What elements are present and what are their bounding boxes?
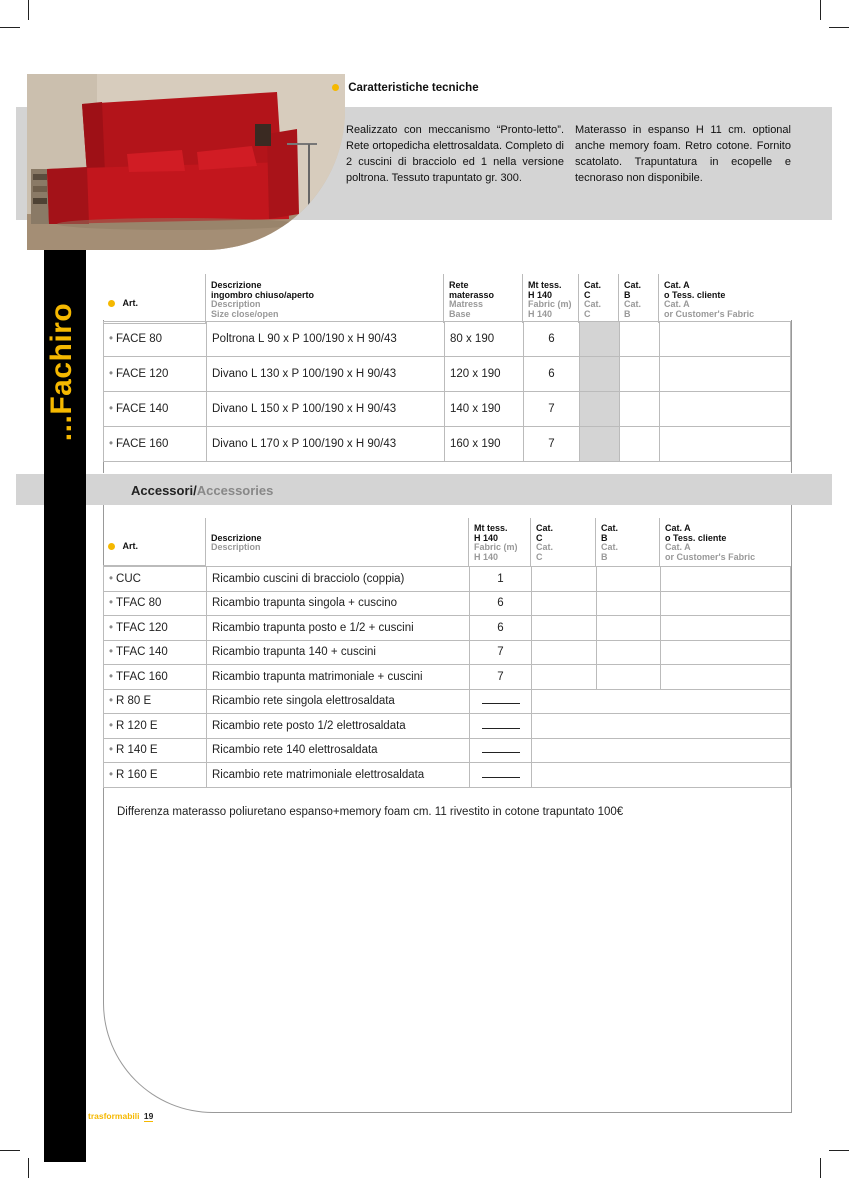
acc-header-art: [103, 518, 206, 566]
crop-mark: [28, 0, 29, 20]
header-desc: [206, 274, 444, 323]
acc-header-catc-en1: Cat.: [536, 542, 554, 553]
header-rete-it2: materasso: [449, 289, 495, 300]
art-code: FACE 120: [116, 368, 169, 380]
cell-cata: [660, 392, 791, 427]
series-title: ...Fachiro: [45, 302, 78, 442]
cell-catc: [580, 427, 620, 462]
cell-catc: [580, 357, 620, 392]
header-mt-en1: Fabric (m): [528, 299, 572, 309]
cell-catc: [532, 591, 597, 616]
bullet-icon: •: [109, 646, 114, 659]
bullet-icon: •: [109, 768, 114, 781]
bullet-icon: •: [109, 597, 114, 610]
cell-mt: 7: [524, 392, 580, 427]
cell-desc: Ricambio trapunta matrimoniale + cuscini: [207, 665, 470, 690]
sofa-illustration: [27, 74, 345, 250]
accessories-table: [103, 566, 791, 788]
bullet-icon: •: [109, 438, 114, 450]
acc-header-desc: [206, 518, 469, 566]
main-table: [103, 321, 791, 462]
cell-mt-blank: [470, 714, 532, 739]
table-row: [104, 616, 791, 641]
cell-art: [104, 763, 207, 788]
table-row: [104, 640, 791, 665]
header-mt: [523, 274, 579, 323]
cell-catb: [620, 357, 660, 392]
cell-art: [104, 738, 207, 763]
accessories-table-header: [103, 518, 791, 566]
header-catc-en2: C: [584, 308, 591, 319]
cell-mt: 6: [524, 357, 580, 392]
cell-catc: [532, 640, 597, 665]
acc-header-catc-en2: C: [536, 551, 543, 562]
cell-cata: [661, 616, 791, 641]
header-cata-en1: Cat. A: [664, 299, 690, 309]
tech-col-1: Realizzato con meccanismo “Pronto-letto”. Rete ortopedicha elettrosaldata. Completo di 2 cuscini di bracciolo ed 1 nella versione poltrona. Tessuto trapuntato gr. 300.: [346, 124, 564, 184]
acc-header-catb-en1: Cat.: [601, 542, 619, 553]
crop-mark: [829, 1150, 849, 1151]
header-cata: [659, 274, 792, 323]
art-code: TFAC 80: [116, 597, 162, 610]
table-row: [104, 322, 791, 357]
cell-art: [104, 427, 207, 462]
cell-desc: Ricambio trapunta 140 + cuscini: [207, 640, 470, 665]
art-code: R 140 E: [116, 744, 158, 757]
cell-mt: 7: [470, 665, 532, 690]
bullet-icon: •: [109, 333, 114, 345]
product-photo: [27, 74, 345, 250]
cell-cata: [661, 567, 791, 592]
bullet-icon: [332, 84, 339, 91]
header-desc-en1: Description: [211, 299, 261, 309]
cell-mt-blank: [470, 738, 532, 763]
acc-header-cata-it1: Cat. A: [665, 523, 691, 534]
header-rete-en1: Matress: [449, 299, 484, 309]
table-row: [104, 714, 791, 739]
tech-title: [332, 82, 479, 94]
acc-header-cata-it2: o Tess. cliente: [665, 532, 727, 543]
acc-header-cata: [660, 518, 792, 566]
cell-rete: 160 x 190: [445, 427, 524, 462]
tech-title-text: Caratteristiche tecniche: [348, 82, 479, 94]
blank-line: [482, 744, 520, 753]
cell-art: [104, 322, 207, 357]
cell-desc: Divano L 130 x P 100/190 x H 90/43: [207, 357, 445, 392]
cell-mt: 6: [524, 322, 580, 357]
header-mt-it1: Mt tess.: [528, 280, 562, 290]
header-cata-it2: o Tess. cliente: [664, 289, 726, 300]
header-catb-en2: B: [624, 308, 631, 319]
table-row: [104, 689, 791, 714]
cell-merged: [532, 714, 791, 739]
cell-cata: [660, 427, 791, 462]
blank-line: [482, 695, 520, 704]
header-mt-en2: H 140: [528, 308, 553, 319]
cell-catb: [620, 427, 660, 462]
art-code: FACE 160: [116, 438, 169, 450]
cell-mt: 6: [470, 616, 532, 641]
acc-header-desc-it: Descrizione: [211, 532, 262, 543]
acc-header-mt-en2: H 140: [474, 551, 499, 562]
price-note: Differenza materasso poliuretano espanso+memory foam cm. 11 rivestito in cotone trapuntato 100€: [117, 806, 624, 818]
acc-header-catb-en2: B: [601, 551, 608, 562]
art-code: R 120 E: [116, 719, 158, 732]
art-code: TFAC 140: [116, 646, 168, 659]
cell-catb: [620, 322, 660, 357]
header-mt-it2: H 140: [528, 289, 553, 300]
art-code: R 80 E: [116, 695, 152, 708]
crop-mark: [829, 27, 849, 28]
bullet-icon: [108, 300, 115, 307]
acc-header-cata-en1: Cat. A: [665, 542, 691, 553]
art-code: CUC: [116, 572, 141, 585]
acc-header-mt-en1: Fabric (m): [474, 542, 518, 553]
cell-catc: [532, 567, 597, 592]
cell-catc: [532, 616, 597, 641]
header-cata-it1: Cat. A: [664, 280, 690, 290]
art-code: FACE 80: [116, 333, 163, 345]
table-row: [104, 567, 791, 592]
header-art: [103, 274, 206, 323]
accessories-title: [131, 483, 273, 498]
cell-desc: Ricambio rete singola elettrosaldata: [207, 689, 470, 714]
cell-mt: 7: [470, 640, 532, 665]
cell-cata: [661, 640, 791, 665]
acc-header-cata-en2: or Customer's Fabric: [665, 551, 756, 562]
cell-desc: Divano L 150 x P 100/190 x H 90/43: [207, 392, 445, 427]
cell-desc: Poltrona L 90 x P 100/190 x H 90/43: [207, 322, 445, 357]
acc-header-mt-it1: Mt tess.: [474, 523, 508, 534]
header-catc-en1: Cat.: [584, 299, 602, 309]
table-row: [104, 763, 791, 788]
cell-art: [104, 616, 207, 641]
acc-header-catb-it2: B: [601, 532, 608, 543]
bullet-icon: •: [109, 719, 114, 732]
header-catc-it2: C: [584, 289, 591, 300]
cell-art: [104, 567, 207, 592]
acc-header-catc-it1: Cat.: [536, 523, 554, 534]
accessories-title-en: Accessories: [196, 483, 274, 498]
cell-rete: 140 x 190: [445, 392, 524, 427]
cell-catc: [580, 392, 620, 427]
acc-header-catb: [596, 518, 660, 566]
acc-header-mt-it2: H 140: [474, 532, 499, 543]
header-catb-en1: Cat.: [624, 299, 642, 309]
header-catb-it2: B: [624, 289, 631, 300]
header-desc-it2: ingombro chiuso/aperto: [211, 289, 315, 300]
art-code: R 160 E: [116, 768, 158, 781]
cell-merged: [532, 763, 791, 788]
cell-art: [104, 714, 207, 739]
cell-art: [104, 640, 207, 665]
art-code: TFAC 120: [116, 621, 168, 634]
header-catb-it1: Cat.: [624, 280, 642, 290]
header-catb: [619, 274, 659, 323]
cell-catb: [597, 665, 661, 690]
cell-mt: 7: [524, 427, 580, 462]
page-number: 19: [143, 1111, 154, 1121]
header-desc-it1: Descrizione: [211, 280, 262, 290]
cell-rete: 80 x 190: [445, 322, 524, 357]
table-row: [104, 591, 791, 616]
cell-desc: Ricambio trapunta singola + cuscino: [207, 591, 470, 616]
cell-mt-blank: [470, 763, 532, 788]
cell-catc: [580, 322, 620, 357]
tech-col-2: Materasso in espanso H 11 cm. optional anche memory foam. Retro cotone. Fornito scatolato. Trapuntatura in ecopelle e tecnoraso non disponibile.: [575, 124, 791, 184]
crop-mark: [0, 27, 20, 28]
bullet-icon: •: [109, 670, 114, 683]
table-row: [104, 357, 791, 392]
cell-merged: [532, 738, 791, 763]
art-code: TFAC 160: [116, 670, 168, 683]
bullet-icon: •: [109, 621, 114, 634]
crop-mark: [820, 0, 821, 20]
header-rete: [444, 274, 523, 323]
bullet-icon: •: [109, 695, 114, 708]
cell-art: [104, 357, 207, 392]
cell-merged: [532, 689, 791, 714]
header-desc-en2: Size close/open: [211, 308, 279, 319]
cell-cata: [661, 591, 791, 616]
bullet-icon: •: [109, 744, 114, 757]
cell-desc: Ricambio rete 140 elettrosaldata: [207, 738, 470, 763]
cell-cata: [661, 665, 791, 690]
cell-mt: 1: [470, 567, 532, 592]
bullet-icon: •: [109, 368, 114, 380]
cell-rete: 120 x 190: [445, 357, 524, 392]
cell-catc: [532, 665, 597, 690]
main-table-header: [103, 274, 791, 324]
acc-header-art-label: Art.: [122, 540, 139, 551]
acc-header-catc: [531, 518, 596, 566]
footer: [88, 1111, 153, 1121]
cell-desc: Ricambio rete posto 1/2 elettrosaldata: [207, 714, 470, 739]
cell-art: [104, 392, 207, 427]
acc-header-catc-it2: C: [536, 532, 543, 543]
cell-desc: Ricambio trapunta posto e 1/2 + cuscini: [207, 616, 470, 641]
art-code: FACE 140: [116, 403, 169, 415]
blank-line: [482, 769, 520, 778]
cell-mt-blank: [470, 689, 532, 714]
acc-header-mt: [469, 518, 531, 566]
table-row: [104, 665, 791, 690]
cell-cata: [660, 357, 791, 392]
table-row: [104, 392, 791, 427]
cell-art: [104, 689, 207, 714]
table-row: [104, 738, 791, 763]
header-catc: [579, 274, 619, 323]
crop-mark: [820, 1158, 821, 1178]
crop-mark: [0, 1150, 20, 1151]
cell-art: [104, 591, 207, 616]
table-row: [104, 427, 791, 462]
cell-catb: [597, 567, 661, 592]
crop-mark: [28, 1158, 29, 1178]
header-rete-en2: Base: [449, 308, 471, 319]
header-cata-en2: or Customer's Fabric: [664, 308, 755, 319]
cell-catb: [620, 392, 660, 427]
header-rete-it1: Rete: [449, 280, 469, 290]
cell-art: [104, 665, 207, 690]
acc-header-catb-it1: Cat.: [601, 523, 619, 534]
acc-header-desc-en: Description: [211, 542, 261, 553]
cell-desc: Ricambio rete matrimoniale elettrosaldata: [207, 763, 470, 788]
cell-catb: [597, 616, 661, 641]
cell-desc: Ricambio cuscini di bracciolo (coppia): [207, 567, 470, 592]
cell-catb: [597, 640, 661, 665]
cell-desc: Divano L 170 x P 100/190 x H 90/43: [207, 427, 445, 462]
header-art-label: Art.: [122, 297, 139, 308]
bullet-icon: •: [109, 403, 114, 415]
cell-mt: 6: [470, 591, 532, 616]
blank-line: [482, 720, 520, 729]
header-catc-it1: Cat.: [584, 280, 602, 290]
bullet-icon: [108, 543, 115, 550]
accessories-title-it: Accessori/: [131, 483, 197, 498]
footer-label: trasformabili: [88, 1111, 140, 1121]
cell-catb: [597, 591, 661, 616]
cell-cata: [660, 322, 791, 357]
bullet-icon: •: [109, 572, 114, 585]
